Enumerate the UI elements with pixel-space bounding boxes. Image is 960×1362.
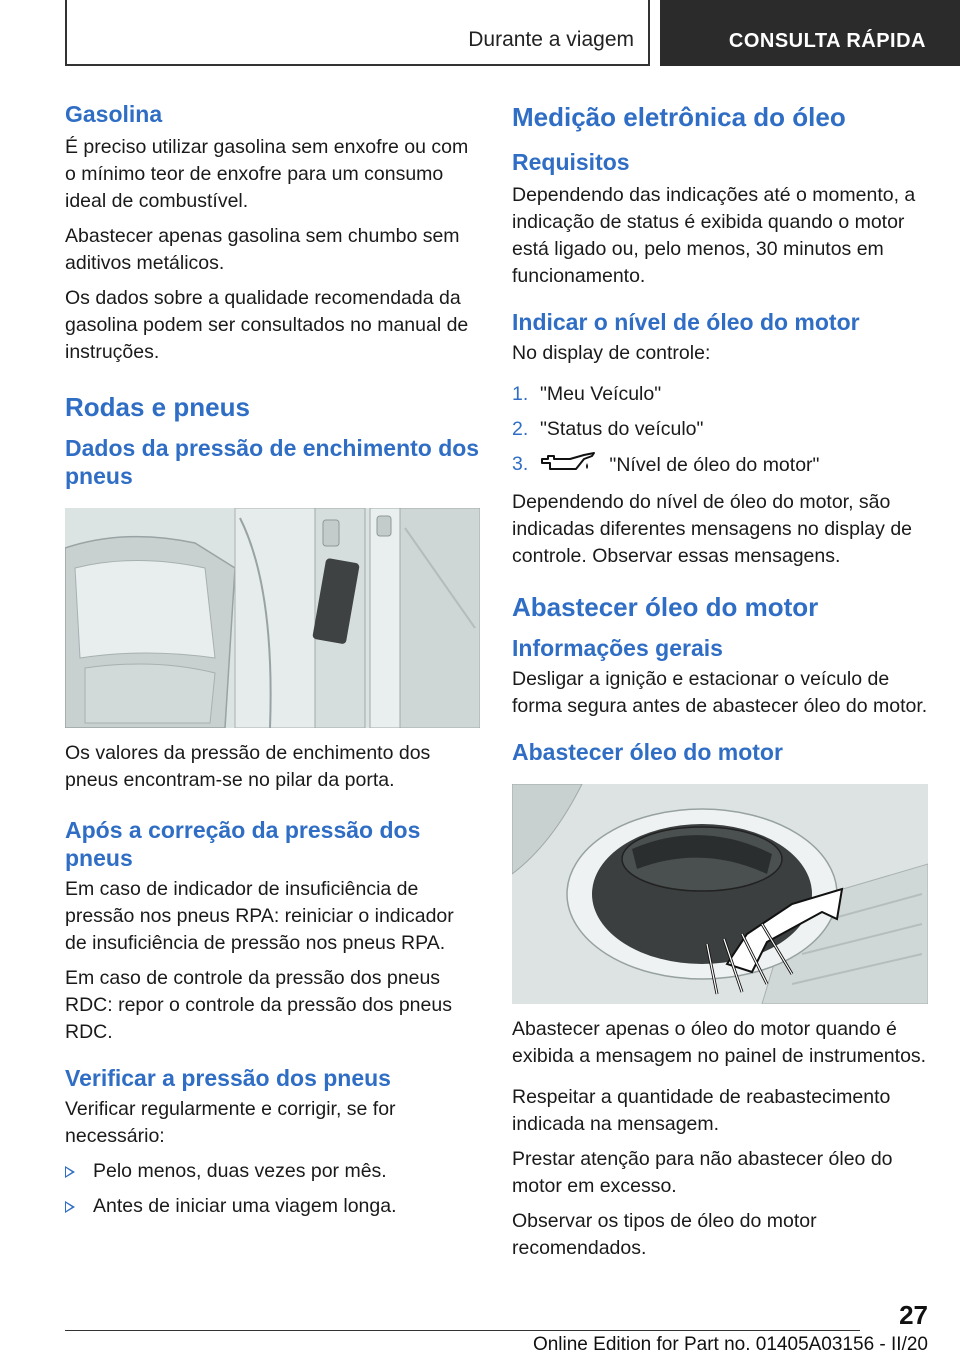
right-column <box>512 100 928 1270</box>
heading-dados-pressao: Dados da pressão de enchimento dos pneus <box>65 435 480 489</box>
car-seat-illustration <box>65 508 480 728</box>
paragraph: Verificar regularmente e corrigir, se for necessário: <box>65 1098 396 1147</box>
step-number: 1. <box>512 383 529 405</box>
paragraph: Desligar a ignição e estacionar o veículo de forma segura antes de abastecer óleo do motor. <box>512 668 928 717</box>
running-header-section <box>65 0 650 66</box>
page-number: 27 <box>899 1300 928 1330</box>
step-text: "Meu Veículo" <box>540 383 662 405</box>
paragraph: Observar os tipos de óleo do motor recomendados. <box>512 1210 817 1259</box>
step-text: "Nível de óleo do motor" <box>609 454 820 477</box>
heading-verificar-pressao: Verificar a pressão dos pneus <box>65 1065 391 1091</box>
figure-caption: Os valores da pressão de enchimento dos pneus encontram-se no pilar da porta. <box>65 742 431 791</box>
tab-label: CONSULTA RÁPIDA <box>728 30 926 52</box>
footer-divider <box>65 1330 860 1331</box>
paragraph: Dependendo das indicações até o momento, a indicação de status é exibida quando o motor está ligado ou, pelo menos, 30 minutos em funcionamento. <box>512 184 916 287</box>
list-item <box>512 381 928 408</box>
steps-list <box>512 381 928 481</box>
list-item-text: Antes de iniciar uma viagem longa. <box>93 1195 397 1217</box>
paragraph: É preciso utilizar gasolina sem enxofre ou com o mínimo teor de enxofre para um consumo ideal de combustível. <box>65 136 469 212</box>
oil-cap-illustration <box>512 784 928 1004</box>
paragraph: Respeitar a quantidade de reabastecimento indicada na mensagem. <box>512 1086 891 1135</box>
list-item <box>65 1193 480 1220</box>
paragraph: No display de controle: <box>512 342 711 364</box>
paragraph: Abastecer apenas gasolina sem chumbo sem aditivos metálicos. <box>65 225 460 274</box>
footer-edition: Online Edition for Part no. 01405A03156 - II/20 <box>532 1334 928 1355</box>
list-item <box>512 451 928 481</box>
heading-gasolina: Gasolina <box>65 101 163 127</box>
paragraph: Os dados sobre a qualidade recomendada da gasolina podem ser consultados no manual de instruções. <box>65 287 469 363</box>
left-column <box>65 100 480 1228</box>
list-item <box>512 416 928 443</box>
paragraph: Prestar atenção para não abastecer óleo do motor em excesso. <box>512 1148 893 1197</box>
heading-rodas-e-pneus: Rodas e pneus <box>65 392 250 422</box>
list-item <box>65 1158 480 1185</box>
heading-informacoes-gerais: Informações gerais <box>512 635 723 661</box>
oil-can-icon <box>540 451 596 481</box>
heading-abastecer-oleo-sub: Abastecer óleo do motor <box>512 739 783 765</box>
paragraph: Em caso de controle da pressão dos pneus RDC: repor o controle da pressão dos pneus RDC. <box>65 967 452 1043</box>
triangle-bullet-icon <box>65 1201 75 1213</box>
bullet-list <box>65 1158 480 1220</box>
door-pillar-illustration <box>65 508 480 728</box>
list-item-text: Pelo menos, duas vezes por mês. <box>93 1160 387 1182</box>
paragraph: Dependendo do nível de óleo do motor, são indicadas diferentes mensagens no display de controle. Observar essas mensagens. <box>512 491 913 567</box>
step-text: "Status do veículo" <box>540 418 704 440</box>
heading-indicar-nivel: Indicar o nível de óleo do motor <box>512 309 860 335</box>
section-title: Durante a viagem <box>468 28 634 51</box>
step-number: 3. <box>512 453 529 475</box>
running-header-tab[interactable] <box>660 0 960 66</box>
paragraph: Em caso de indicador de insuficiência de pressão nos pneus RPA: reiniciar o indicador de insuficiência de pressão nos pneus RPA. <box>65 878 454 954</box>
paragraph: Abastecer apenas o óleo do motor quando é exibida a mensagem no painel de instrumentos. <box>512 1018 927 1067</box>
heading-requisitos: Requisitos <box>512 149 630 175</box>
triangle-bullet-icon <box>65 1166 75 1178</box>
heading-apos-correcao: Após a correção da pressão dos pneus <box>65 817 421 871</box>
step-number: 2. <box>512 418 529 440</box>
heading-abastecer-oleo: Abastecer óleo do motor <box>512 592 819 622</box>
heading-medicao-oleo: Medição eletrônica do óleo <box>512 102 846 132</box>
